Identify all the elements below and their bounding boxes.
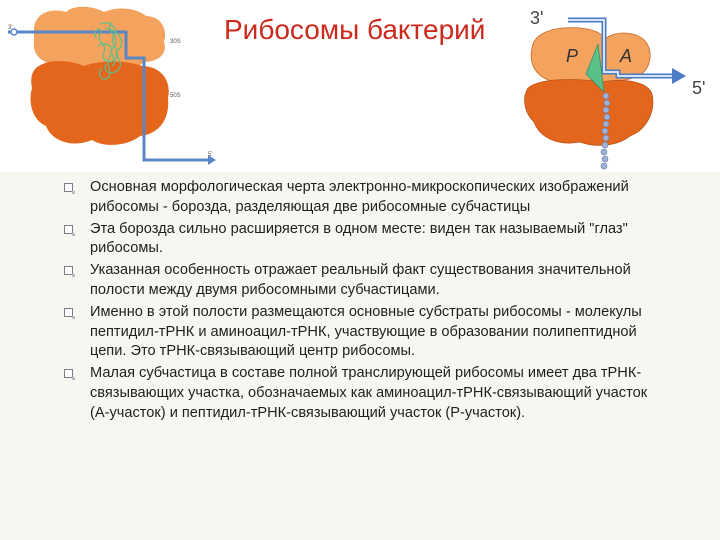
- bullet-item: [64, 178, 664, 218]
- label-three-prime-left: 3': [8, 25, 13, 31]
- bullet-text: Указанная особенность отражает реальный факт существования значительной полости между двумя рибосомными субчастицами.: [90, 262, 631, 298]
- mrna-arrowhead-right: [672, 68, 686, 84]
- bullet-text: Именно в этой полости размещаются основные субстраты рибосомы - молекулы пептидил-тРНК и аминоацил-тРНК, участвующие в образовании полипептидной цепи. Это тРНК-связывающий центр рибосомы.: [90, 303, 642, 360]
- label-a-site: A: [620, 46, 633, 66]
- bullet-text: Основная морфологическая черта электронно-микроскопических изображений рибосомы - борозда, разделяющая две рибосомные субчастицы: [90, 179, 629, 215]
- label-subunit-top: 30S: [170, 39, 181, 45]
- square-bullet-icon: [64, 266, 73, 275]
- bullet-item: [64, 303, 664, 362]
- bullet-item: [64, 261, 664, 301]
- label-five-prime-right: 5': [692, 78, 706, 98]
- bullet-item: [64, 364, 664, 423]
- bullet-list: [64, 178, 664, 426]
- large-subunit-right: [525, 80, 653, 146]
- slide-title: Рибосомы бактерий: [224, 14, 486, 45]
- square-bullet-icon: [64, 183, 73, 192]
- bullet-item: [64, 220, 664, 260]
- square-bullet-icon: [64, 225, 73, 234]
- square-bullet-icon: [64, 308, 73, 317]
- label-p-site: P: [566, 46, 579, 66]
- ribosome-figure-right: [514, 2, 720, 172]
- label-three-prime-right: 3': [530, 8, 544, 28]
- bullet-text: Малая субчастица в составе полной транслирующей рибосомы имеет два тРНК-связывающих участка, обозначаемых как аминоацил-тРНК-связывающий участок (А-участок) и пептидил-тРНК-связывающий участок (Р-участок).: [90, 365, 648, 421]
- ribosome-figure-left: [8, 2, 220, 172]
- bullet-text: Эта борозда сильно расширяется в одном месте: виден так называемый "глаз" рибосомы.: [90, 220, 628, 257]
- label-five-prime-left: 5': [208, 152, 213, 158]
- label-subunit-bottom: 50S: [170, 93, 181, 99]
- square-bullet-icon: [64, 369, 73, 378]
